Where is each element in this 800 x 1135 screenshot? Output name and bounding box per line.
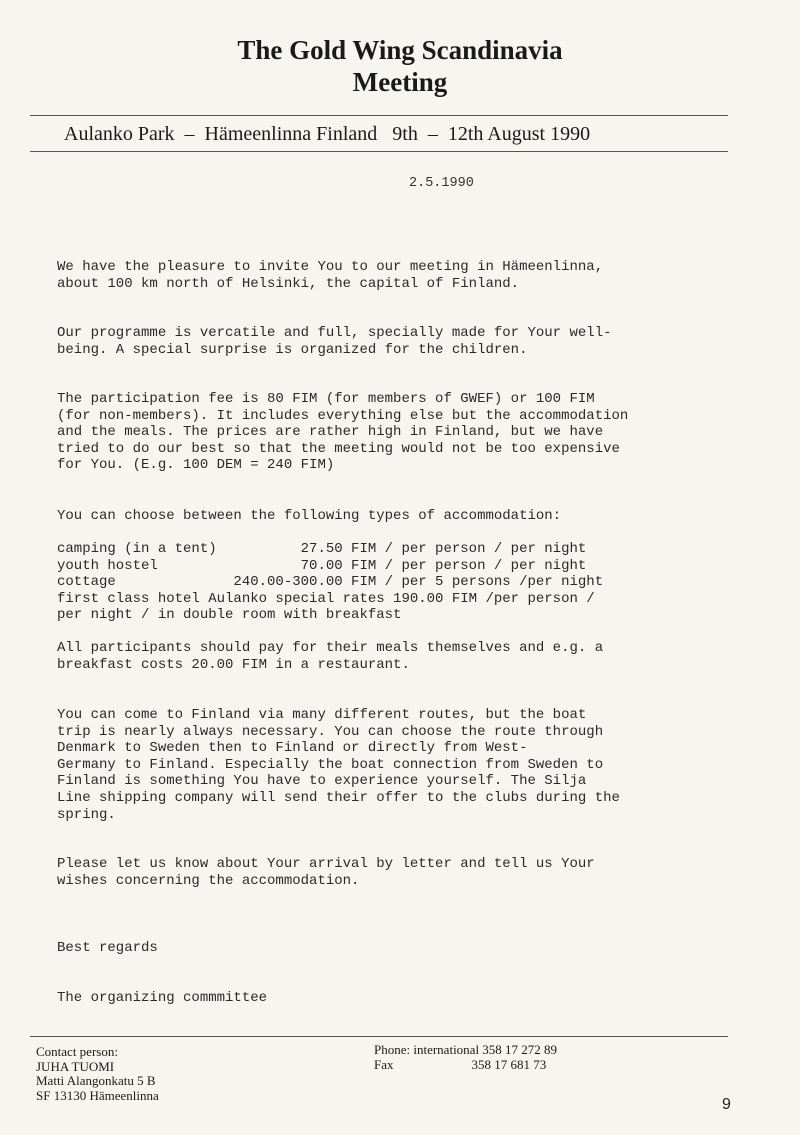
document-title <box>0 34 800 98</box>
closing: Best regards <box>57 940 158 956</box>
paragraph-invitation: We have the pleasure to invite You to our meeting in Hämeenlinna, about 100 km north of Helsinki, the capital of Finland. <box>57 259 604 292</box>
header-top-rule <box>30 115 728 116</box>
title-line-1: The Gold Wing Scandinavia <box>237 35 563 65</box>
signature: The organizing commmittee <box>57 990 268 1006</box>
title-line-2: Meeting <box>352 67 448 97</box>
paragraph-programme: Our programme is vercatile and full, specially made for Your well- being. A special surprise is organized for the children. <box>57 325 612 358</box>
paragraph-accommodation-intro: You can choose between the following types of accommodation: <box>57 508 562 524</box>
accommodation-list: camping (in a tent) 27.50 FIM / per person / per night youth hostel 70.00 FIM / per person / per night cottage 240.00-300.00 FIM / per 5 persons /per night first class hotel Aulanko special rates 190.00 FIM /per person / per night / in double room with breakfast <box>57 541 604 624</box>
paragraph-meals: All participants should pay for their meals themselves and e.g. a breakfast costs 20.00 FIM in a restaurant. <box>57 640 604 673</box>
paragraph-arrival: Please let us know about Your arrival by letter and tell us Your wishes concerning the accommodation. <box>57 856 595 889</box>
header-bottom-rule <box>30 151 728 152</box>
page-number: 9 <box>722 1096 731 1113</box>
contact-block: Contact person: JUHA TUOMI Matti Alangonkatu 5 B SF 13130 Hämeenlinna <box>36 1044 159 1103</box>
paragraph-fee: The participation fee is 80 FIM (for members of GWEF) or 100 FIM (for non-members). It includes everything else but the accommodation and the meals. The prices are rather high in Finland, but we have tried to do our best so that the meeting would not be too expensive for You. (E.g. 100 DEM = 240 FIM) <box>57 391 629 474</box>
event-subtitle: Aulanko Park – Hämeenlinna Finland 9th – 12th August 1990 <box>64 123 591 145</box>
footer-rule <box>30 1036 728 1037</box>
letter-date: 2.5.1990 <box>409 176 474 191</box>
paragraph-travel: You can come to Finland via many different routes, but the boat trip is nearly always necessary. You can choose the route through Denmark to Sweden then to Finland or directly from West- Germany to Finland. Especially the boat connection from Sweden to Finland is something You have to experience yourself. The Silja Line shipping company will send their offer to the clubs during the spring. <box>57 707 620 823</box>
phone-fax-block: Phone: international 358 17 272 89 Fax 358 17 681 73 <box>374 1042 558 1072</box>
